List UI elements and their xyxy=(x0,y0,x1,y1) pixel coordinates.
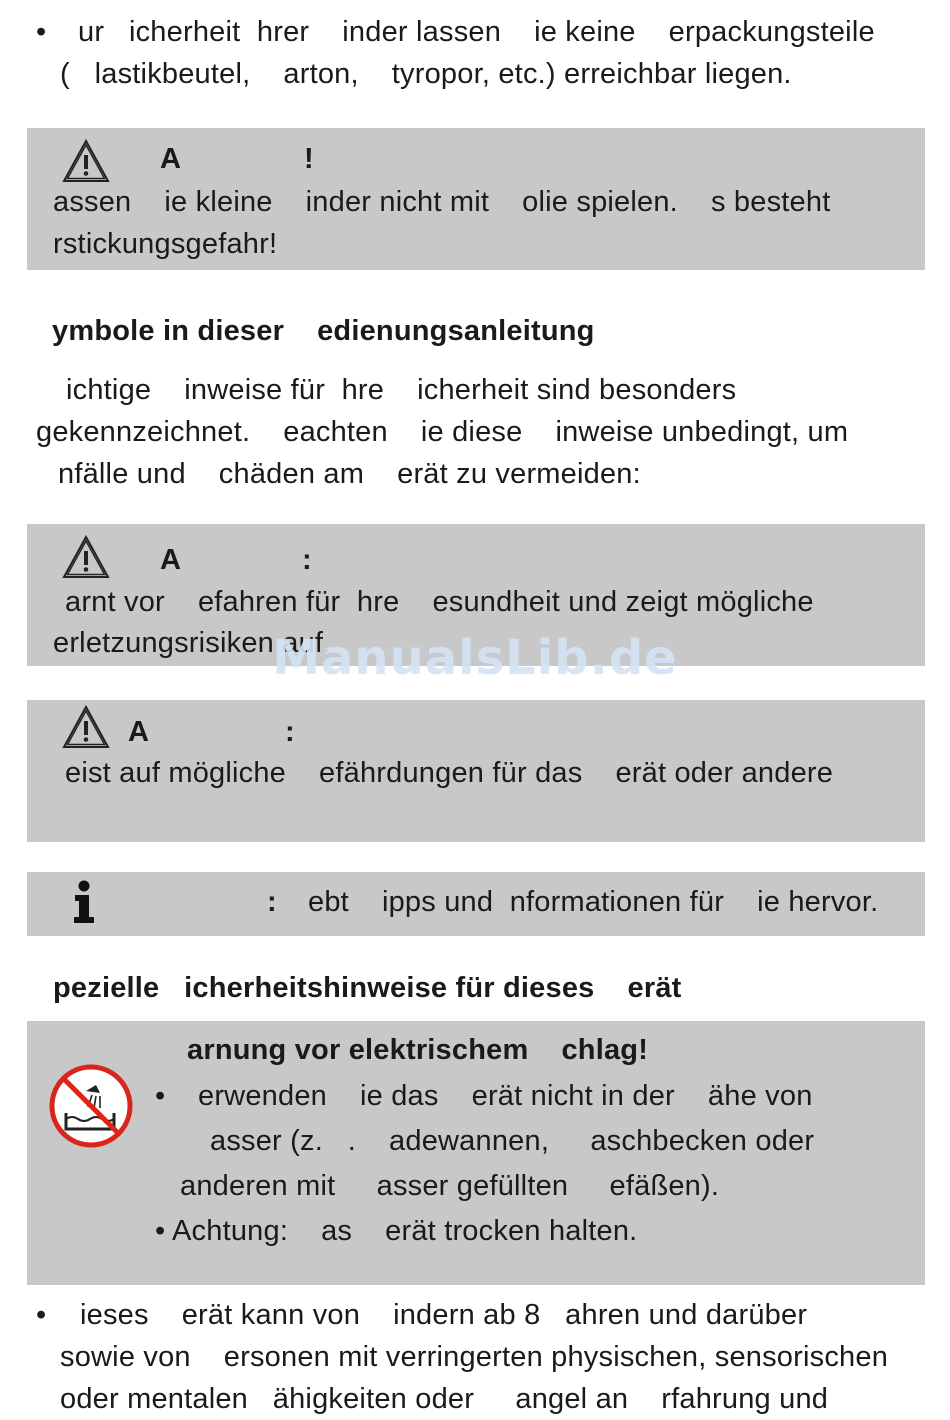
bottom-line-1: ieses erät kann von indern ab 8 ahren und darüber xyxy=(80,1299,808,1331)
info-icon xyxy=(71,880,97,924)
electric-text-line-3: anderen mit asser gefüllten efäßen). xyxy=(180,1170,720,1202)
no-water-icon xyxy=(48,1063,134,1149)
warning-text-line-1: arnt vor efahren für hre esundheit und zeigt mögliche xyxy=(65,586,814,618)
watermark: ManualsLib.de xyxy=(272,630,678,686)
electric-text-line-1: erwenden ie das erät nicht in der ähe von xyxy=(198,1080,813,1112)
symbols-text-line-3: nfälle und chäden am erät zu vermeiden: xyxy=(58,458,641,490)
electric-shock-box xyxy=(27,1021,925,1285)
bottom-line-3: oder mentalen ähigkeiten oder angel an rfahrung und xyxy=(60,1383,829,1415)
intro-line-2: ( lastikbeutel, arton, tyropor, etc.) erreichbar liegen. xyxy=(60,58,792,90)
warning-triangle-icon xyxy=(61,534,111,580)
warning-box-1 xyxy=(27,128,925,270)
warning-title-b: ! xyxy=(304,143,314,175)
warning-box-3 xyxy=(27,700,925,842)
bullet-marker: • xyxy=(36,16,47,48)
warning-text-line-1: assen ie kleine inder nicht mit olie spielen. s besteht xyxy=(53,186,831,218)
bottom-line-2: sowie von ersonen mit verringerten physischen, sensorischen xyxy=(60,1341,889,1373)
warning-title-a: A xyxy=(128,716,150,748)
section-heading-symbols: ymbole in dieser edienungsanleitung xyxy=(52,315,595,347)
section-heading-special: pezielle icherheitshinweise für dieses erät xyxy=(53,972,682,1004)
warning-title-b: : xyxy=(285,716,295,748)
electric-text-line-4: • Achtung: as erät trocken halten. xyxy=(155,1215,638,1247)
electric-warning-title: arnung vor elektrischem chlag! xyxy=(187,1034,649,1066)
warning-triangle-icon xyxy=(61,138,111,184)
warning-text-line-2: erletzungsrisiken auf. xyxy=(53,627,332,659)
info-colon: : xyxy=(267,886,277,918)
intro-line-1: ur icherheit hrer inder lassen ie keine erpackungsteile xyxy=(78,16,875,48)
bullet-marker: • xyxy=(36,1299,47,1331)
info-box xyxy=(27,872,925,936)
warning-text-line-2: rstickungsgefahr! xyxy=(53,228,278,260)
warning-title-a: A xyxy=(160,143,182,175)
electric-text-line-2: asser (z. . adewannen, aschbecken oder xyxy=(210,1125,815,1157)
warning-title-a: A xyxy=(160,544,182,576)
electric-bullet-marker: • xyxy=(155,1080,166,1112)
warning-title-b: : xyxy=(302,544,312,576)
warning-triangle-icon xyxy=(61,704,111,750)
info-text: ebt ipps und nformationen für ie hervor. xyxy=(308,886,879,918)
warning-text-line-1: eist auf mögliche efährdungen für das erät oder andere xyxy=(65,757,834,789)
symbols-text-line-2: gekennzeichnet. eachten ie diese inweise unbedingt, um xyxy=(36,416,849,448)
symbols-text-line-1: ichtige inweise für hre icherheit sind besonders xyxy=(66,374,737,406)
